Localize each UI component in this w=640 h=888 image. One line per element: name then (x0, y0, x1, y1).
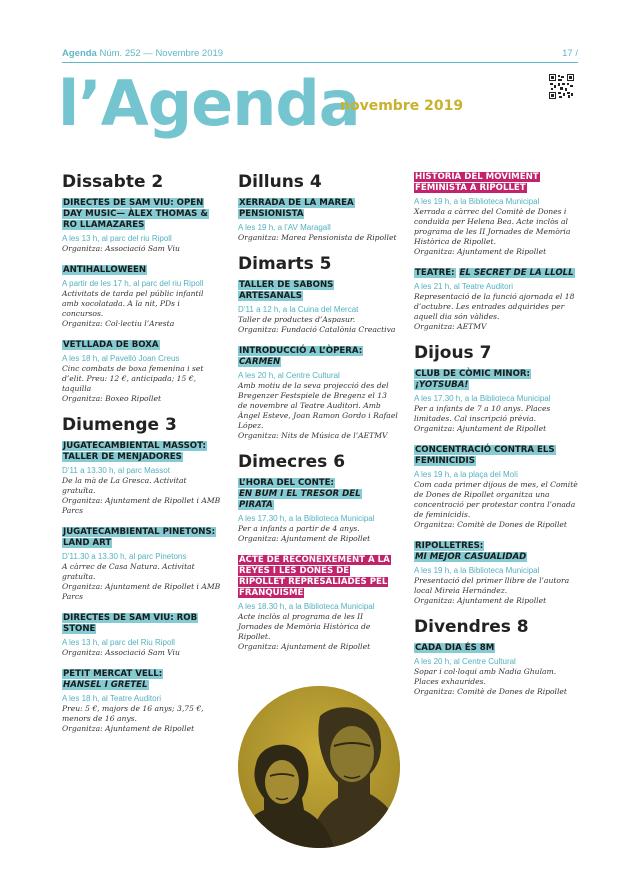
event-when: A les 19 h, a l’AV Maragall (238, 223, 331, 232)
event-when: A les 20 h, al Centre Cultural (414, 657, 516, 666)
event-entry (62, 198, 222, 254)
event-description: Per a infants a partir de 4 anys. (238, 524, 360, 533)
agenda-column-2 (238, 172, 398, 663)
event-when: A les 18 h, al Pavelló Joan Creus (62, 354, 180, 363)
event-organizer: Organitza: Nits de Música de l’AETMV (238, 431, 388, 440)
day-heading-dilluns-4: Dilluns 4 (238, 172, 322, 192)
event-title: L’HORA DEL CONTE: EN BUM I EL TRESOR DEL PIRATA (239, 478, 361, 510)
event-description: Cinc combats de boxa femenina i set d’elit. Preu: 12 €, anticipada; 15 €, taquilla (62, 364, 204, 393)
event-when: A les 19 h, a la plaça del Molí (414, 470, 519, 479)
event-title: HISTÒRIA DEL MOVIMENT FEMINISTA A RIPOLLET (415, 172, 539, 193)
event-organizer: Organitza: Ajuntament de Ripollet (238, 642, 371, 651)
event-entry (414, 268, 579, 332)
historical-photo (238, 686, 400, 848)
qr-code-icon (549, 74, 574, 99)
event-entry (62, 669, 222, 734)
event-entry (62, 613, 222, 658)
event-when: D’11 a 13.30 h, al parc Massot (62, 466, 170, 475)
page-number: 17 / (562, 48, 578, 59)
event-description: Amb motiu de la seva projecció des del Bregenzer Festspiele de Bregenz el 13 de novembre al Teatre Auditori. Amb Àngel Esteve, Joan Ramon Gordo i Rafael López. (238, 381, 398, 430)
day-heading-diumenge-3: Diumenge 3 (62, 415, 177, 435)
event-entry (414, 369, 579, 434)
event-title: ACTE DE RECONEIXEMENT A LA REYES I LES DONES DE RIPOLLET REPRESALIADES PEL FRANQUISME (239, 555, 390, 598)
event-organizer: Organitza: Associació Sam Viu (62, 244, 180, 253)
event-entry (62, 340, 222, 404)
header-rule (62, 62, 578, 63)
event-organizer: Organitza: Ajuntament de Ripollet i AMB Parcs (62, 496, 221, 515)
event-entry (238, 555, 398, 652)
event-when: A les 20 h, al Centre Cultural (238, 371, 340, 380)
event-description: Representació de la funció ajornada el 18 d’octubre. Les entrades adquirides per aquell dia són vàlides. (414, 292, 575, 321)
day-heading-dimarts-5: Dimarts 5 (238, 254, 332, 274)
masthead (58, 68, 358, 140)
event-title: CADA DIA ÉS 8M (415, 643, 495, 653)
header-issue-line (62, 48, 223, 59)
event-title: XERRADA DE LA MAREA PENSIONISTA (239, 198, 354, 219)
header-issue: Núm. 252 — Novembre 2019 (99, 48, 224, 59)
event-title: JUGATECAMBIENTAL PINETONS: LAND ART (63, 527, 216, 548)
event-title: TEATRE: EL SECRET DE LA LLOLL (415, 268, 574, 278)
masthead-title: l’Agenda (58, 67, 360, 140)
event-organizer: Organitza: Marea Pensionista de Ripollet (238, 233, 397, 242)
event-entry (62, 441, 222, 516)
event-entry (238, 280, 398, 335)
masthead-month: novembre 2019 (340, 98, 464, 114)
event-title: RIPOLLETRES: MI MEJOR CASUALIDAD (415, 541, 527, 562)
day-heading-divendres-8: Divendres 8 (414, 617, 529, 637)
event-entry (238, 346, 398, 441)
event-when: A les 17.30 h, a la Biblioteca Municipal (238, 514, 375, 523)
day-heading-dissabte-2: Dissabte 2 (62, 172, 164, 192)
event-entry (414, 172, 579, 257)
event-organizer: Organitza: AETMV (414, 322, 487, 331)
event-description: Taller de productes d’Aspasur. (238, 315, 356, 324)
event-when: A partir de les 17 h, al parc del riu Ripoll (62, 279, 204, 288)
event-entry (238, 198, 398, 243)
event-title: VETLLADA DE BOXA (63, 340, 159, 350)
event-when: D’11.30 a 13.30 h, al parc Pinetons (62, 552, 187, 561)
event-when: A les 18 h, al Teatre Auditori (62, 694, 162, 703)
event-description: Xerrada a càrrec del Comitè de Dones i conduïda per Helena Bea. Acte inclòs al programa de les II Jornades de Memòria Històrica de Ripollet. (414, 207, 571, 246)
event-description: Sopar i col·loqui amb Nadia Ghulam. Places exhaurides. (414, 667, 557, 686)
event-title: CONCENTRACIÓ CONTRA ELS FEMINICIDIS (415, 445, 555, 466)
event-organizer: Organitza: Ajuntament de Ripollet (62, 724, 195, 733)
event-entry (414, 643, 579, 697)
event-organizer: Organitza: Ajuntament de Ripollet (414, 247, 547, 256)
event-description: Com cada primer dijous de mes, el Comitè de Dones de Ripollet organitza una concentració per protestar contra l’onada de feminicidis. (414, 480, 578, 519)
photo-illustration (238, 686, 400, 848)
event-organizer: Organitza: Ajuntament de Ripollet (414, 596, 547, 605)
header-section: Agenda (62, 48, 97, 59)
event-when: A les 19 h, a la Biblioteca Municipal (414, 197, 540, 206)
event-entry (238, 478, 398, 544)
event-organizer: Organitza: Ajuntament de Ripollet (414, 424, 547, 433)
event-description: Presentació del primer llibre de l’autora local Mireia Hernández. (414, 576, 570, 595)
event-title: ANTIHALLOWEEN (63, 265, 147, 275)
event-entry (62, 527, 222, 602)
event-description: De la mà de La Gresca. Activitat gratuïta. (62, 476, 187, 495)
event-entry (414, 445, 579, 530)
event-description: Per a infants de 7 a 10 anys. Places limitades. Cal inscripció prèvia. (414, 404, 551, 423)
event-when: A les 19 h, a la Biblioteca Municipal (414, 566, 540, 575)
event-title: INTRODUCCIÓ A L’ÒPERA: CARMEN (239, 346, 363, 367)
day-heading-dimecres-6: Dimecres 6 (238, 452, 346, 472)
event-organizer: Organitza: Associació Sam Viu (62, 648, 180, 657)
event-description: A càrrec de Casa Natura. Activitat gratuïta. (62, 562, 195, 581)
event-when: A les 13 h, al parc del Riu Ripoll (62, 638, 175, 647)
day-heading-dijous-7: Dijous 7 (414, 343, 492, 363)
event-organizer: Organitza: Ajuntament de Ripollet (238, 534, 371, 543)
event-entry (62, 265, 222, 329)
event-when: A les 21 h, al Teatre Auditori (414, 282, 514, 291)
event-organizer: Organitza: Ajuntament de Ripollet i AMB Parcs (62, 582, 221, 601)
event-when: D’11 a 12 h, a la Cuina del Mercat (238, 305, 359, 314)
event-title: CLUB DE CÒMIC MINOR: ¡YOTSUBA! (415, 369, 530, 390)
event-organizer: Organitza: Col·lectiu l’Aresta (62, 319, 175, 328)
event-when: A les 13 h, al parc del riu Ripoll (62, 234, 172, 243)
event-entry (414, 541, 579, 606)
agenda-column-1 (62, 172, 222, 745)
event-title: DIRECTES DE SAM VIU: OPEN DAY MUSIC— ÀLEX THOMAS & RO LLAMAZARES (63, 198, 208, 230)
event-when: A les 18.30 h, a la Biblioteca Municipal (238, 602, 375, 611)
event-organizer: Organitza: Boxeo Ripollet (62, 394, 162, 403)
event-organizer: Organitza: Comitè de Dones de Ripollet (414, 687, 567, 696)
event-title: PETIT MERCAT VELL: HANSEL I GRETEL (63, 669, 163, 690)
event-title: JUGATECAMBIENTAL MASSOT: TALLER DE MENJADORES (63, 441, 206, 462)
event-organizer: Organitza: Fundació Catalònia Creactiva (238, 325, 396, 334)
event-when: A les 17.30 h, a la Biblioteca Municipal (414, 394, 551, 403)
event-title: TALLER DE SABONS ARTESANALS (239, 280, 334, 301)
event-description: Activitats de tarda pel públic infantil amb xocolatada. A la nit, PDs i concursos. (62, 289, 204, 318)
event-description: Preu: 5 €, majors de 16 anys; 3,75 €, menors de 16 anys. (62, 704, 204, 723)
event-description: Acte inclòs al programa de les II Jornades de Memòria Històrica de Ripollet. (238, 612, 371, 641)
agenda-column-3 (414, 172, 579, 708)
event-organizer: Organitza: Comitè de Dones de Ripollet (414, 520, 567, 529)
event-title: DIRECTES DE SAM VIU: ROB STONE (63, 613, 198, 634)
